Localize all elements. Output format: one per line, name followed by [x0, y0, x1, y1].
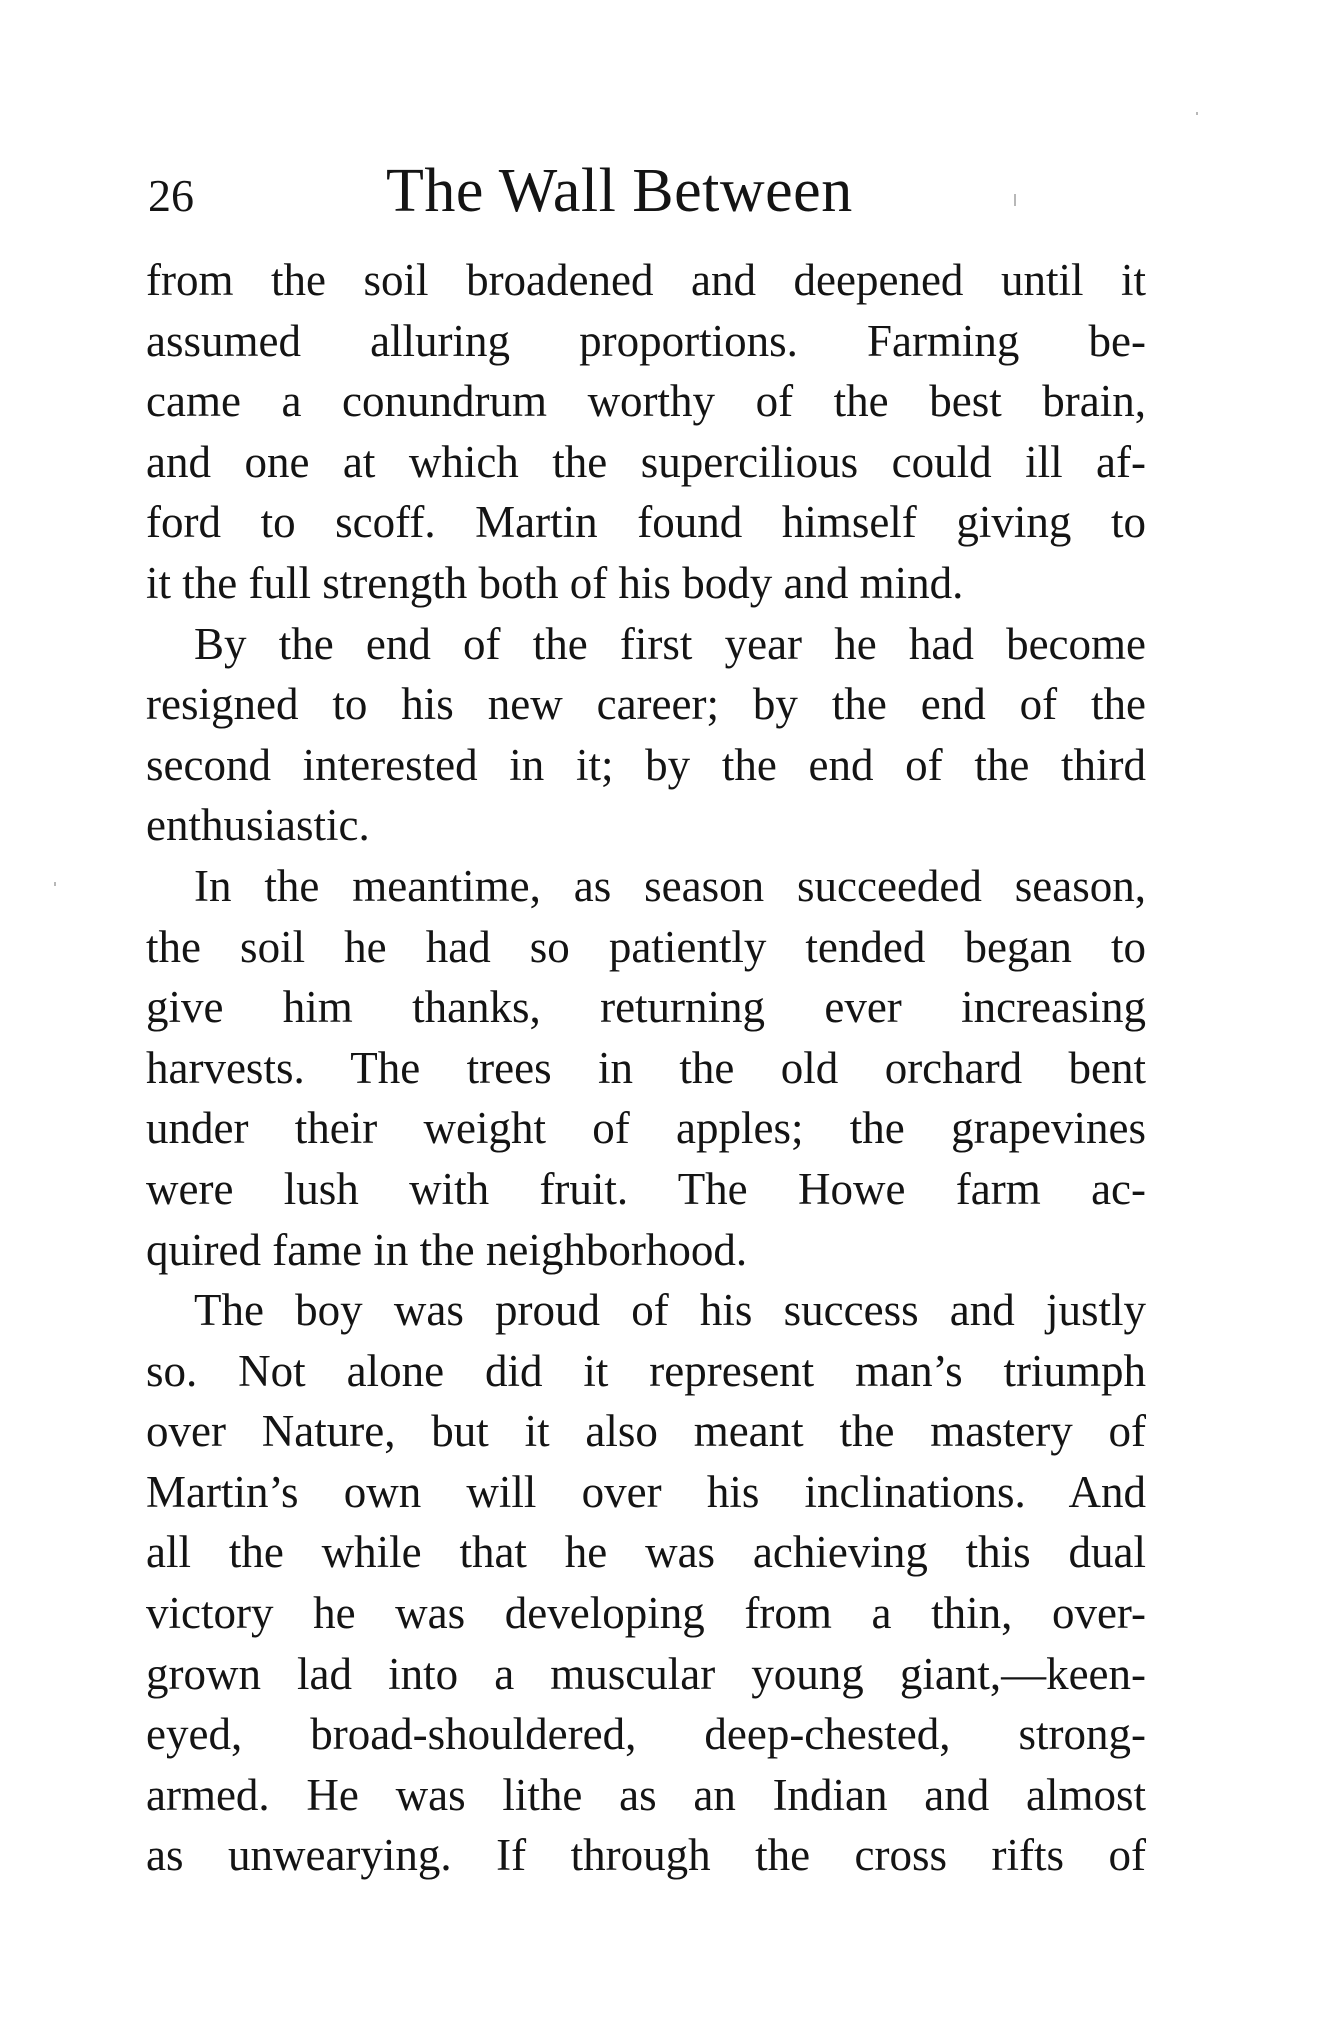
text-line: as unwearying. If through the cross rifts of [146, 1830, 1146, 1881]
text-line: armed. He was lithe as an Indian and almost [146, 1769, 1146, 1820]
paragraph-first-line: The boy was proud of his success and justly [194, 1285, 1146, 1336]
text-line: Martin’s own will over his inclinations. And [146, 1466, 1146, 1517]
text-line: resigned to his new career; by the end of the [146, 679, 1146, 730]
print-speck [54, 882, 56, 886]
print-speck [1196, 112, 1198, 115]
text-line: give him thanks, returning ever increasing [146, 982, 1146, 1033]
text-line: over Nature, but it also meant the mastery of [146, 1406, 1146, 1457]
text-line: eyed, broad-shouldered, deep-chested, strong- [146, 1709, 1146, 1760]
paragraph-first-line: By the end of the first year he had become [194, 618, 1146, 669]
text-line: quired fame in the neighborhood. [146, 1224, 748, 1275]
text-line: victory he was developing from a thin, over- [146, 1588, 1146, 1639]
paragraph-first-line: In the meantime, as season succeeded season, [194, 860, 1146, 911]
running-head [148, 158, 1148, 228]
text-line: harvests. The trees in the old orchard bent [146, 1042, 1146, 1093]
text-line: it the full strength both of his body and mind. [146, 557, 964, 608]
text-line: came a conundrum worthy of the best brain, [146, 376, 1146, 427]
text-line: assumed alluring proportions. Farming be- [146, 315, 1146, 366]
body-text [146, 250, 1146, 1886]
text-line: so. Not alone did it represent man’s triumph [146, 1345, 1146, 1396]
text-line: ford to scoff. Martin found himself giving to [146, 497, 1146, 548]
text-line: under their weight of apples; the grapevines [146, 1103, 1146, 1154]
text-line: were lush with fruit. The Howe farm ac- [146, 1163, 1146, 1214]
page-number: 26 [148, 170, 194, 221]
text-line: enthusiastic. [146, 800, 370, 851]
text-line: second interested in it; by the end of the third [146, 739, 1146, 790]
print-speck [1014, 194, 1016, 206]
text-line: grown lad into a muscular young giant,—keen- [146, 1648, 1146, 1699]
text-line: the soil he had so patiently tended began to [146, 921, 1146, 972]
running-title: The Wall Between [386, 157, 853, 225]
text-line: all the while that he was achieving this dual [146, 1527, 1146, 1578]
text-line: from the soil broadened and deepened until it [146, 255, 1146, 305]
text-line: and one at which the supercilious could ill af- [146, 436, 1146, 487]
